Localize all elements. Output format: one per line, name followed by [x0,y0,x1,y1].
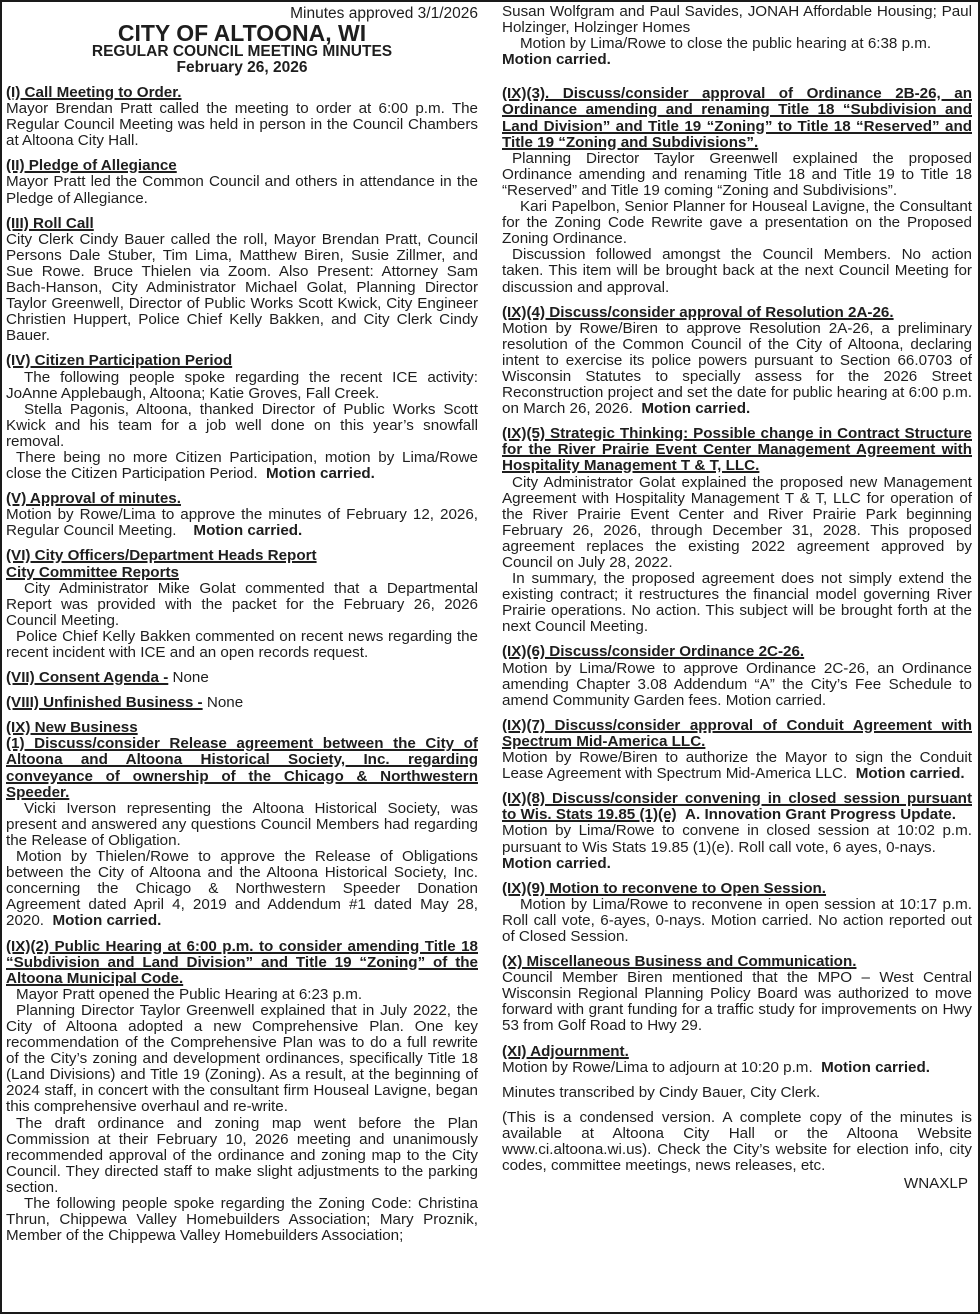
section-miscellaneous [502,954,972,1034]
section-consent-agenda [6,670,478,686]
motion-result: Motion carried. [502,51,611,69]
section-adjournment [502,1044,972,1076]
section-heading: (XI) Adjournment. [502,1042,629,1060]
item-heading: (IX)(3). Discuss/consider approval of Ordinance 2B-26, an Ordinance amending and renaming Title 18 “Subdivision and Land Division” and Title 19 “Zoning” to Title 18 “Reserved” and Title 19 “Zoning and Subdivisions”. [502,85,972,151]
item-ordinance-2c-26 [502,644,972,708]
section-heading: (VIII) Unfinished Business - [6,694,203,712]
paragraph-text: There being no more Citizen Participation, motion by Lima/Rowe close the Citizen Participation Period. [6,448,478,483]
transcribed-note [502,1085,972,1101]
paragraph-text: Motion by Rowe/Biren to authorize the Mayor to sign the Conduit Lease Agreement with Spectrum Mid-America LLC. [502,749,972,783]
item-heading-underlined: (IX)(8) Discuss/consider convening in closed session pursuant to Wis. Stats 19.85 (1)(e) [502,790,972,824]
motion-result: Motion carried. [52,912,162,930]
section-text: Mayor Pratt led the Common Council and others in attendance in the Pledge of Allegiance. [6,173,478,207]
paragraph: Police Chief Kelly Bakken commented on recent news regarding the recent incident with ICE and an open records request. [6,627,478,661]
section-new-business [6,720,478,929]
item-ordinance-2b-26 [502,86,972,295]
paragraph-text: Motion by Rowe/Lima to adjourn at 10:20 p.m. [502,1058,813,1076]
item-heading [502,791,972,823]
paragraph: The following people spoke regarding the Zoning Code: Christina Thrun, Chippewa Valley Homebuilders Association; Mary Proznik, Member of the Chippewa Valley Homebuilders Association; [6,1195,478,1245]
paragraph-text: Motion by Rowe/Lima to approve the minutes of February 12, 2026, Regular Council Meeting. [6,506,478,540]
paragraph: Motion by Lima/Rowe to approve Ordinance 2C-26, an Ordinance amending Chapter 3.08 Addendum “A” the City’s Fee Schedule to amend Community Garden fees. Motion carried. [502,659,972,709]
motion-result: Motion carried. [193,522,303,540]
section-approval-of-minutes [6,491,478,539]
paragraph: Stella Pagonis, Altoona, thanked Director of Public Works Scott Kwick and his team for a job well done on this year’s snowfall removal. [6,400,478,450]
item-heading: (IX)(6) Discuss/consider Ordinance 2C-26. [502,643,805,661]
section-call-to-order [6,85,478,149]
section-heading: (VI) City Officers/Department Heads Report [6,547,317,565]
motion-result: Motion carried. [502,854,611,872]
item-public-hearing [6,939,478,1245]
section-roll-call [6,216,478,345]
paragraph: Susan Wolfgram and Paul Savides, JONAH Affordable Housing; Paul Holzinger, Holzinger Homes [502,3,972,37]
paragraph [502,1060,972,1076]
transcribed-text: Minutes transcribed by Cindy Bauer, City Clerk. [502,1083,821,1101]
section-citizen-participation [6,353,478,482]
item-closed-session [502,791,972,871]
section-text: City Clerk Cindy Bauer called the roll, Mayor Brendan Pratt, Council Persons Dale Stuber, Tim Lima, Matthew Biren, Susie Zillmer, and Sue Rowe. Bruce Thielen via Zoom. Also Present: Attorney Sam Bach-Hanson, City Administrator Michael Golat, Planning Director Taylor Greenwell, Director of Public Works Scott Kwick, City Engineer Christien Huppert, Police Chief Kelly Bakken, and City Clerk Cindy Bauer. [6,230,478,345]
meeting-date: February 26, 2026 [176,59,308,76]
section-text: None [172,669,209,687]
paragraph: Mayor Pratt opened the Public Hearing at 6:23 p.m. [16,985,363,1003]
motion-result: Motion carried. [855,765,965,783]
section-text: Mayor Brendan Pratt called the meeting to order at 6:00 p.m. The Regular Council Meeting was held in person in the Council Chambers at Altoona City Hall. [6,100,478,150]
item-public-hearing-continued [502,4,972,68]
paragraph [6,507,478,539]
item-heading: (IX)(7) Discuss/consider approval of Conduit Agreement with Spectrum Mid-America LLC. [502,716,972,750]
section-pledge [6,158,478,206]
left-column [6,4,478,1253]
motion-result: Motion carried. [641,400,751,418]
section-text: None [206,694,244,712]
section-officers-report [6,548,478,661]
paragraph [6,849,478,929]
approval-note: Minutes approved 3/1/2026 [290,5,478,22]
section-heading: (IX) New Business [6,719,138,737]
condensed-version-note [502,1110,972,1192]
section-heading: (I) Call Meeting to Order. [6,84,182,101]
section-subheading: City Committee Reports [6,563,179,581]
paragraph: Motion by Lima/Rowe to reconvene in open session at 10:17 p.m. Roll call vote, 6-ayes, 0-nays. Motion carried. No action reported out of Closed Session. [502,895,972,945]
item-heading: (1) Discuss/consider Release agreement between the City of Altoona and Altoona Historical Society, Inc. regarding conveyance of ownership of the Chicago & Northwestern Speeder. [6,735,478,801]
section-heading: (IV) Citizen Participation Period [6,352,233,370]
item-heading: (IX)(9) Motion to reconvene to Open Session. [502,879,827,897]
paragraph: Motion by Lima/Rowe to close the public hearing at 6:38 p.m. [520,35,932,53]
section-heading: (VII) Consent Agenda - [6,669,169,687]
paragraph-text: Motion by Rowe/Biren to approve Resolution 2A-26, a preliminary resolution of the Common Council of the City of Altoona, declaring intent to exercise its police powers pursuant to Section 66.0703 of Wisconsin Statutes to specially assess for the 2026 Street Reconstruction project and set the date for public hearing at 6:00 p.m. on March 26, 2026. [502,319,972,418]
item-heading: (IX)(2) Public Hearing at 6:00 p.m. to consider amending Title 18 “Subdivision and Land Division” and Title 19 “Zoning” of the Altoona Municipal Code. [6,937,478,987]
section-heading: (V) Approval of minutes. [6,490,181,508]
item-heading: (IX)(5) Strategic Thinking: Possible change in Contract Structure for the River Prairie Event Center Management Agreement with Hospitality Management T & T, LLC. [502,425,972,475]
document-title: CITY OF ALTOONA, WI [117,20,367,46]
section-unfinished-business [6,695,478,711]
paragraph [6,450,478,482]
paragraph [502,321,972,418]
paragraph: Discussion followed amongst the Council Members. No action taken. This item will be brought back at the next Council Meeting for discussion and approval. [502,246,972,296]
paragraph: Motion by Lima/Rowe to convene in closed session at 10:02 p.m. pursuant to Wis Stats 19.85 (1)(e). Roll call vote, 6 ayes, 0-nays. [502,822,972,856]
motion-result: Motion carried. [266,465,375,483]
paragraph: Kari Papelbon, Senior Planner for Houseal Lavigne, the Consultant for the Zoning Code Rewrite gave a presentation on the Proposed Zoning Ordinance. [502,198,972,248]
section-text: Council Member Biren mentioned that the MPO – West Central Wisconsin Regional Planning Policy Board was authorized to move forward with grant funding for a traffic study for improvements on Hwy 53 from Golf Road to Hwy 29. [502,969,972,1035]
paragraph: In summary, the proposed agreement does not simply extend the existing contract; it restructures the financial model governing River Prairie operations. No action. This subject will be brought forth at the next Council Meeting. [502,570,972,636]
section-heading: (X) Miscellaneous Business and Communication. [502,953,857,971]
right-column-content [502,4,972,1192]
document-subtitle: REGULAR COUNCIL MEETING MINUTES [91,43,393,60]
paragraph: Planning Director Taylor Greenwell explained that in July 2022, the City of Altoona adopted a new Comprehensive Plan. One key recommendation of the Comprehensive Plan was to do a full rewrite of the City’s zoning and development ordinances, specifically Title 18 (Land Divisions) and Title 19 (Zoning). As a result, at the beginning of 2024 staff, in concert with the consultant firm Houseal Lavigne, began this comprehensive overhaul and re-write. [6,1001,478,1116]
motion-result: Motion carried. [821,1058,930,1076]
item-resolution-2a-26 [502,305,972,418]
item-conduit-agreement [502,718,972,782]
section-heading: (II) Pledge of Allegiance [6,157,177,175]
note-text: (This is a condensed version. A complete copy of the minutes is available at Altoona City Hall or the Altoona Website www.ci.altoona.wi.us). Check the City’s website for election info, city codes, committee meetings, news releases, etc. [502,1108,972,1175]
publication-code: WNAXLP [903,1175,968,1193]
paragraph: The following people spoke regarding the recent ICE activity: JoAnne Applebaugh, Altoona; Katie Groves, Fall Creek. [6,368,478,402]
section-heading: (III) Roll Call [6,214,94,232]
paragraph-text: Motion by Thielen/Rowe to approve the Release of Obligations between the City of Altoona and the Altoona Historical Society, Inc. concerning the Chicago & Northwestern Speeder Donation Agreement dated April 4, 2019 and Addendum #1 dated May 28, 2020. [6,848,478,930]
paragraph: City Administrator Golat explained the proposed new Management Agreement with Hospitality Management T & T, LLC for operation of the River Prairie Event Center and River Prairie Park beginning February 26, 2026, through December 31, 2028. This proposed agreement replaces the existing 2022 agreement approved by Council on July 28, 2022. [502,473,972,571]
paragraph: Planning Director Taylor Greenwell explained the proposed Ordinance amending and renaming Title 18 and Title 19 to Title 18 “Reserved” and Title 19 coming “Zoning and Subdivisions”. [502,149,972,199]
paragraph: The draft ordinance and zoning map went before the Plan Commission at their February 10, 2026 meeting and unanimously recommended approval of the ordinance and zoning map to the City Council. They directed staff to make slight adjustments to the parking section. [6,1114,478,1196]
paragraph: Vicki Iverson representing the Altoona Historical Society, was present and answered any questions Council Members had regarding the Release of Obligation. [6,799,478,849]
item-river-prairie [502,426,972,635]
item-reconvene [502,881,972,945]
item-heading-bold: A. Innovation Grant Progress Update. [685,806,956,824]
paragraph [502,750,972,782]
paragraph: City Administrator Mike Golat commented that a Departmental Report was provided with the packet for the February 26, 2026 Council Meeting. [6,579,478,629]
item-heading: (IX)(4) Discuss/consider approval of Resolution 2A-26. [502,303,894,321]
